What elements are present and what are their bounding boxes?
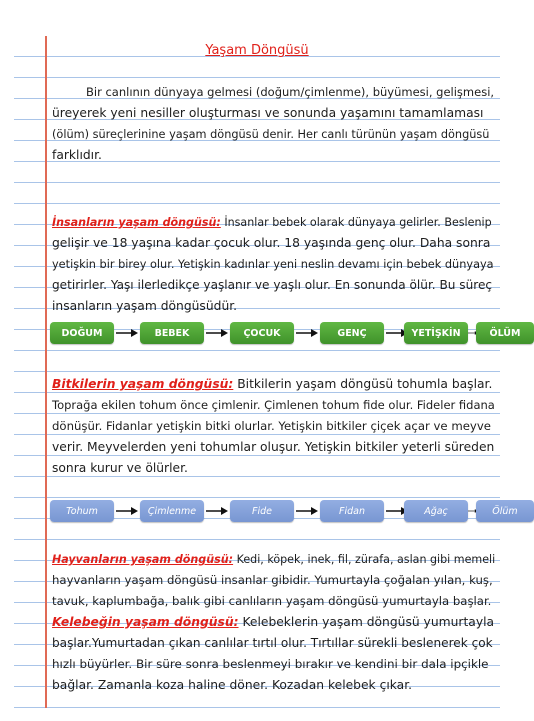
arrow-right-icon — [116, 505, 138, 517]
bitki-line: dönüşür. Fidanlar yetişkin bitki olurlar. Yetişkin bitkiler çiçek açar ve meyve — [52, 419, 491, 433]
flow-step-fide: Fide — [230, 500, 294, 522]
kelebek-first-text: Kelebeklerin yaşam döngüsü yumurtayla — [238, 615, 495, 629]
kelebek-heading: Kelebeğin yaşam döngüsü: — [52, 615, 239, 629]
plant-life-cycle-flow — [50, 500, 518, 522]
flow-step-cocuk: ÇOCUK — [230, 322, 294, 344]
insan-heading: İnsanların yaşam döngüsü: — [52, 216, 221, 229]
flow-step-tohum: Tohum — [50, 500, 114, 522]
flow-step-bebek: BEBEK — [140, 322, 204, 344]
flow-step-yetiskin: YETİŞKİN — [404, 322, 468, 344]
arrow-right-icon — [206, 505, 228, 517]
hayvan-first-text: Kedi, köpek, inek, fil, zürafa, aslan gibi memeli — [233, 553, 496, 566]
bitki-line: verir. Meyvelerden yeni tohumlar oluşur. Yetişkin bitkiler yeterli süreden — [52, 440, 495, 454]
hayvan-heading: Hayvanların yaşam döngüsü: — [52, 553, 234, 566]
flow-step-genc: GENÇ — [320, 322, 384, 344]
lined-paper — [14, 36, 521, 708]
hayvan-first-line — [52, 549, 494, 570]
hayvan-line: hayvanların yaşam döngüsü insanlar gibidir. Yumurtayla çoğalan yılan, kuş, — [52, 573, 493, 587]
bitki-line: Toprağa ekilen tohum önce çimlenir. Çimlenen tohum fide olur. Fideler fidana — [52, 398, 495, 412]
flow-step-agac: Ağaç — [404, 500, 468, 522]
kelebek-line: hızlı büyürler. Bir süre sonra beslenmeyi bırakır ve kendini bir dala ipçikle — [52, 657, 489, 671]
bitki-first-text: Bitkilerin yaşam döngüsü tohumla başlar. — [233, 377, 493, 391]
insan-first-text: İnsanlar bebek olarak dünyaya gelirler. Beslenip — [220, 216, 492, 229]
insan-first-line — [52, 212, 494, 233]
insan-line: insanların yaşam döngüsüdür. — [52, 299, 238, 313]
arrow-right-icon — [116, 327, 138, 339]
arrow-right-icon — [206, 327, 228, 339]
bitki-line: sonra kurur ve ölürler. — [52, 461, 188, 475]
bitki-heading: Bitkilerin yaşam döngüsü: — [52, 377, 234, 391]
bitki-first-line — [52, 374, 494, 395]
arrow-right-icon — [296, 505, 318, 517]
insan-line: yetişkin bir birey olur. Yetişkin kadınlar yeni neslin devamı için bebek dünyaya — [52, 258, 494, 271]
intro-line: farklıdır. — [52, 148, 102, 162]
insan-line: getirirler. Yaşı ilerledikçe yaşlanır ve yaşlı olur. En sonunda ölür. Bu süreç — [52, 278, 493, 292]
insan-line: gelişir ve 18 yaşına kadar çocuk olur. 18 yaşında genç olur. Daha sonra — [52, 236, 491, 250]
intro-line: üreyerek yeni nesiller oluşturması ve sonunda yaşamını tamamlaması — [52, 106, 484, 120]
flow-step-cimlenme: Çimlenme — [140, 500, 204, 522]
kelebek-first-line — [52, 612, 494, 633]
flow-step-olum: Ölüm — [476, 500, 534, 522]
intro-line: (ölüm) süreçlerinine yaşam döngüsü denir. Her canlı türünün yaşam döngüsü — [52, 128, 490, 141]
flow-step-dogum: DOĞUM — [50, 322, 114, 344]
flow-step-fidan: Fidan — [320, 500, 384, 522]
intro-line: Bir canlının dünyaya gelmesi (doğum/çimlenme), büyümesi, gelişmesi, — [86, 85, 495, 99]
arrow-right-icon — [296, 327, 318, 339]
hayvan-line: tavuk, kaplumbağa, balık gibi canlıların yaşam döngüsü yumurtayla başlar. — [52, 594, 492, 608]
kelebek-line: başlar.Yumurtadan çıkan canlılar tırtıl olur. Tırtıllar sürekli beslenerek çok — [52, 636, 493, 650]
human-life-cycle-flow — [50, 322, 521, 344]
margin-line — [45, 36, 47, 708]
page-title: Yaşam Döngüsü — [205, 43, 309, 58]
flow-step-olum: ÖLÜM — [476, 322, 534, 344]
kelebek-line: bağlar. Zamanla koza haline döner. Kozadan kelebek çıkar. — [52, 678, 413, 692]
